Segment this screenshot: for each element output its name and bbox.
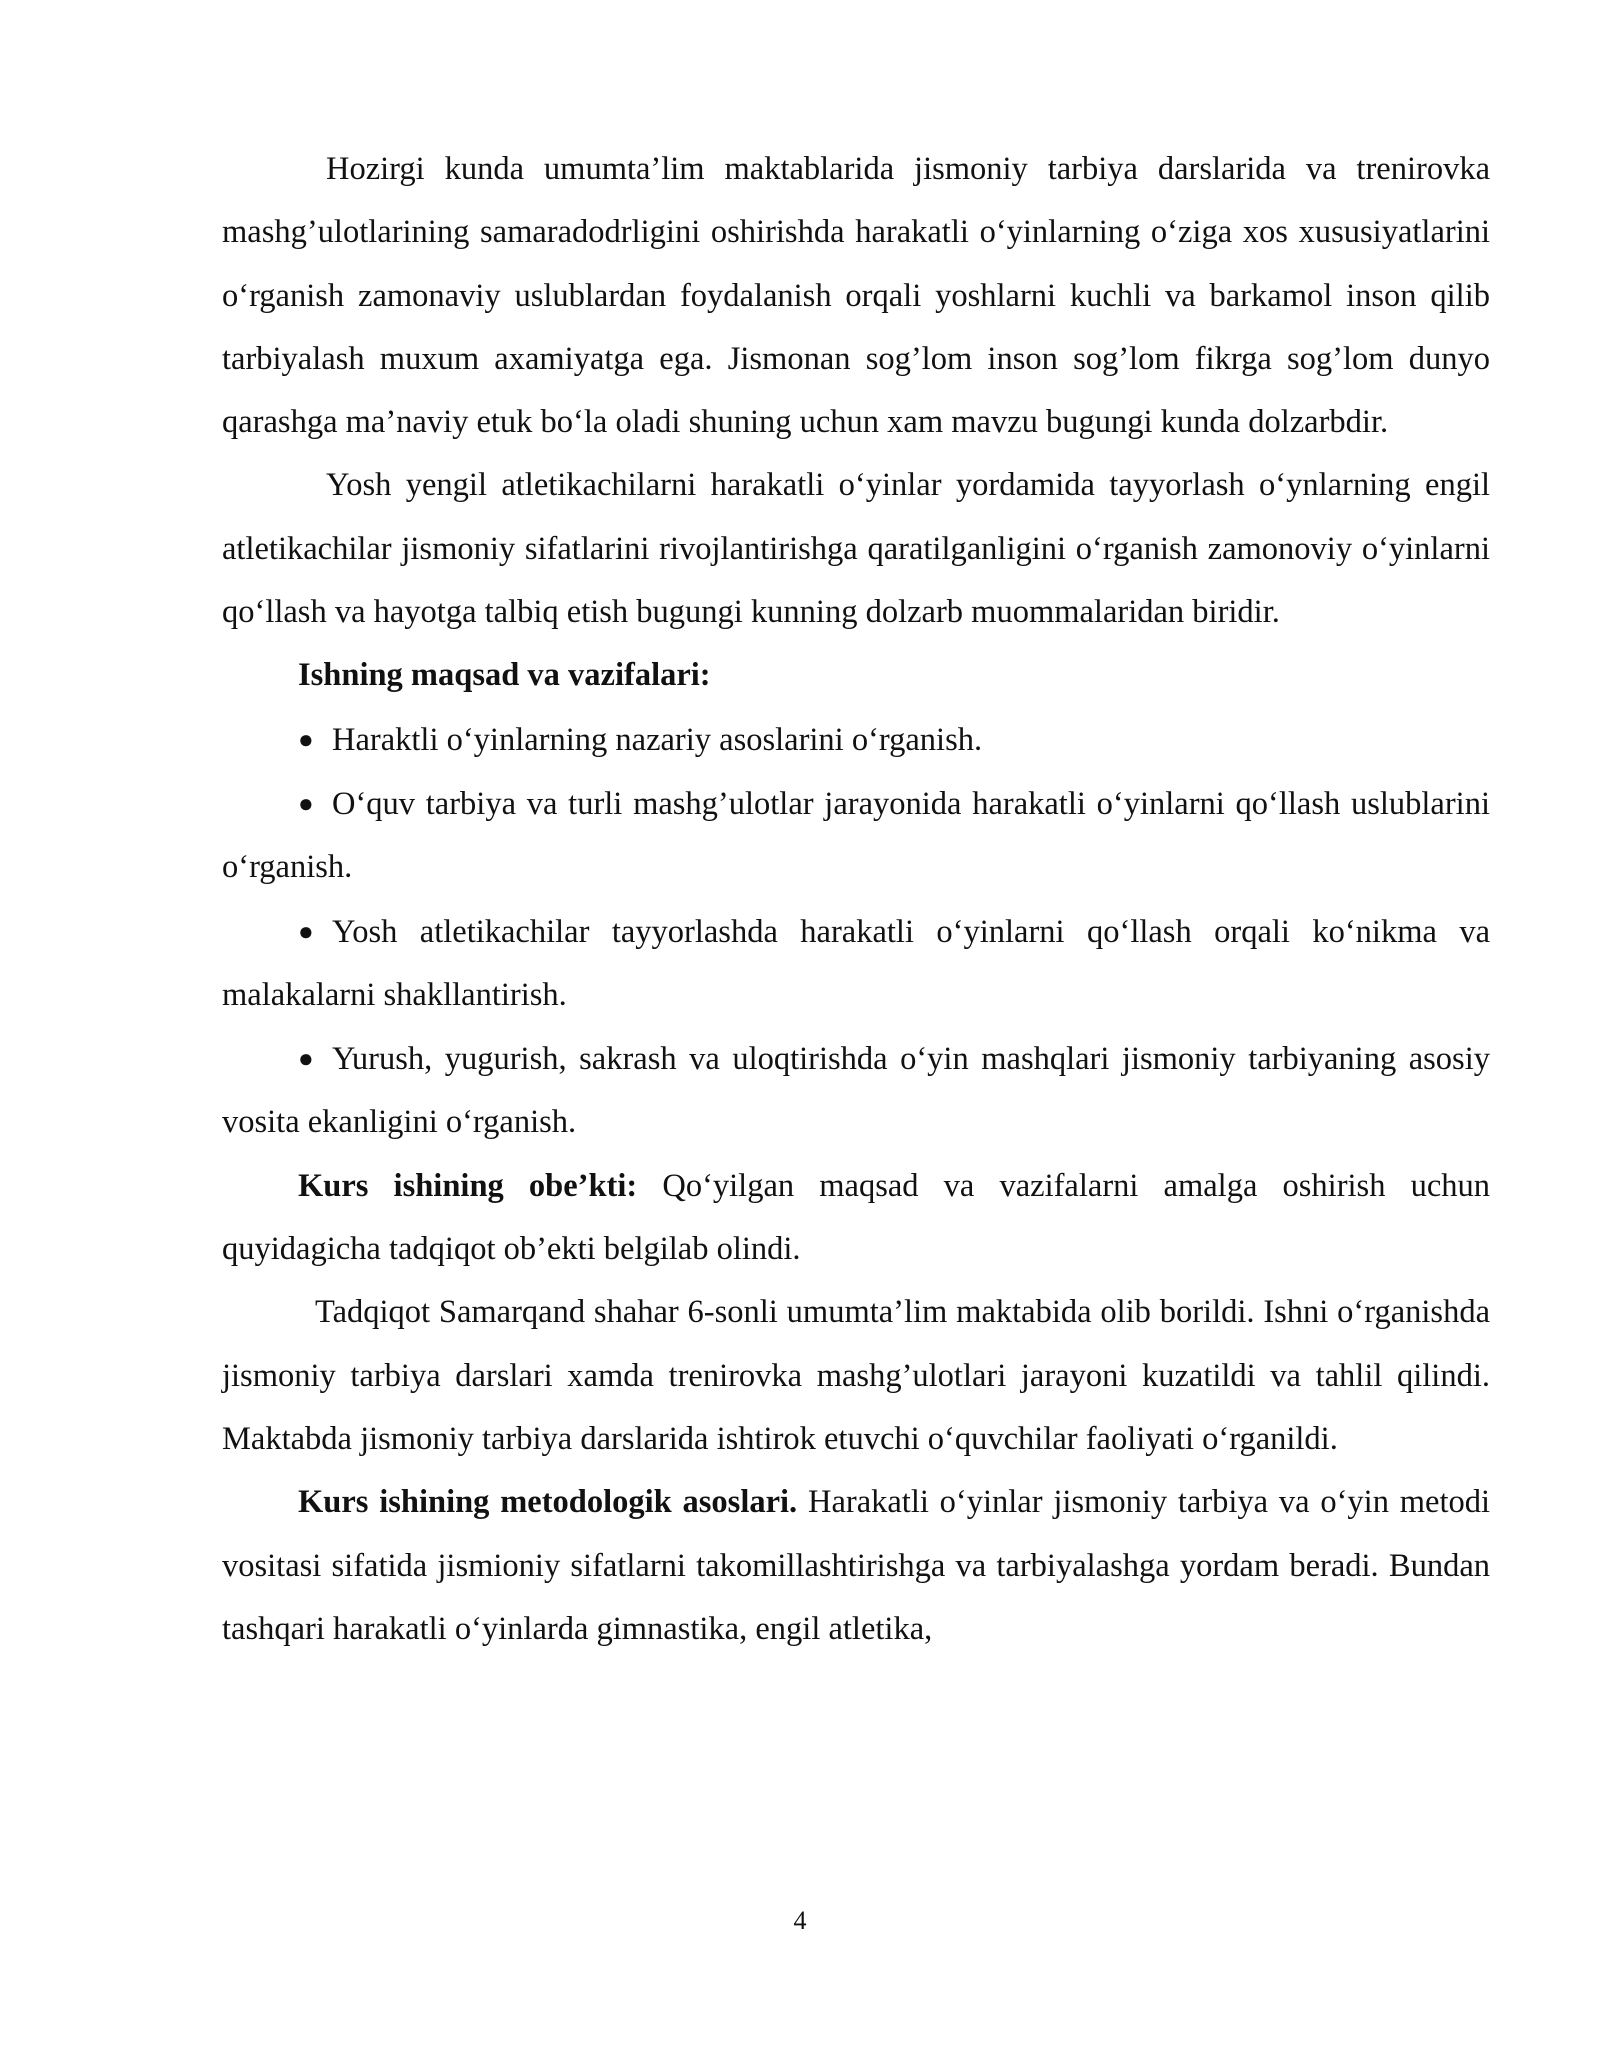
method-text: Harakatli o‘yinlar jismoniy tarbiya va o‘yin metodi vositasi sifatida jismioniy sifatlarni takomillashtirishga va tarbiyalashga yordam beradi. Bundan tashqari harakatli o‘yinlarda gimnastika, engil atletika, xyxy=(222,1484,1491,1647)
object-label: Kurs ishining obe’kti: xyxy=(298,1167,638,1204)
goal-item-3 xyxy=(222,900,1490,1028)
intro-paragraph: Hozirgi kunda umumta’lim maktablarida jismoniy tarbiya darslarida va trenirovka mashg’ulotlarining samaradodrligini oshirishda harakatli o‘yinlarning o‘ziga xos xususiyatlarini o‘rganish zamonaviy uslublardan foydalanish orqali yoshlarni kuchli va barkamol inson qilib tarbiyalash muxum axamiyatga ega. Jismonan sog’lom inson sog’lom fikrga sog’lom dunyo qarashga ma’naviy etuk bo‘la oladi shuning uchun xam mavzu bugungi kunda dolzarbdir. xyxy=(222,151,1490,441)
bullet-icon: ● xyxy=(298,788,314,818)
goal-item-2 xyxy=(222,772,1490,900)
method-label: Kurs ishining metodologik asoslari. xyxy=(298,1484,798,1521)
goal-item-4 xyxy=(222,1027,1490,1155)
bullet-icon: ● xyxy=(298,1044,314,1074)
bullet-icon: ● xyxy=(298,724,314,754)
object-paragraph xyxy=(222,1155,1490,1282)
bullet-icon: ● xyxy=(298,916,314,946)
page-number: 4 xyxy=(793,1906,807,1935)
second-paragraph: Yosh yengil atletikachilarni harakatli o‘yinlar yordamida tayyorlash o‘ynlarning engil atletikachilar jismoniy sifatlarini rivojlantirishga qaratilganligini o‘rganish zamonoviy o‘yinlarni qo‘llash va hayotga talbiq etish bugungi kunning dolzarb muommalaridan biridir. xyxy=(222,467,1490,631)
goal-item-1 xyxy=(222,708,1490,772)
goal-text: Haraktli o‘yinlarning nazariy asoslarini o‘rganish. xyxy=(332,721,983,758)
object-text: Qo‘yilgan maqsad va vazifalarni amalga oshirish uchun quyidagicha tadqiqot ob’ekti belgilab olindi. xyxy=(222,1167,1490,1268)
goals-heading: Ishning maqsad va vazifalari: xyxy=(298,657,711,694)
goal-text: Yosh atletikachilar tayyorlashda harakatli o‘yinlarni qo‘llash orqali ko‘nikma va malakalarni shakllantirish. xyxy=(222,913,1490,1013)
goal-text: Yurush, yugurish, sakrash va uloqtirishda o‘yin mashqlari jismoniy tarbiyaning asosiy vosita ekanligini o‘rganish. xyxy=(222,1041,1490,1141)
goal-text: O‘quv tarbiya va turli mashg’ulotlar jarayonida harakatli o‘yinlarni qo‘llash uslublarini o‘rganish. xyxy=(222,785,1490,886)
document-body xyxy=(222,138,1490,1661)
method-paragraph xyxy=(222,1471,1490,1661)
research-paragraph: Tadqiqot Samarqand shahar 6-sonli umumta’lim maktabida olib borildi. Ishni o‘rganishda jismoniy tarbiya darslari xamda trenirovka mashg’ulotlari jarayoni kuzatildi va tahlil qilindi. Maktabda jismoniy tarbiya darslarida ishtirok etuvchi o‘quvchilar faoliyati o‘rganildi. xyxy=(222,1294,1490,1457)
